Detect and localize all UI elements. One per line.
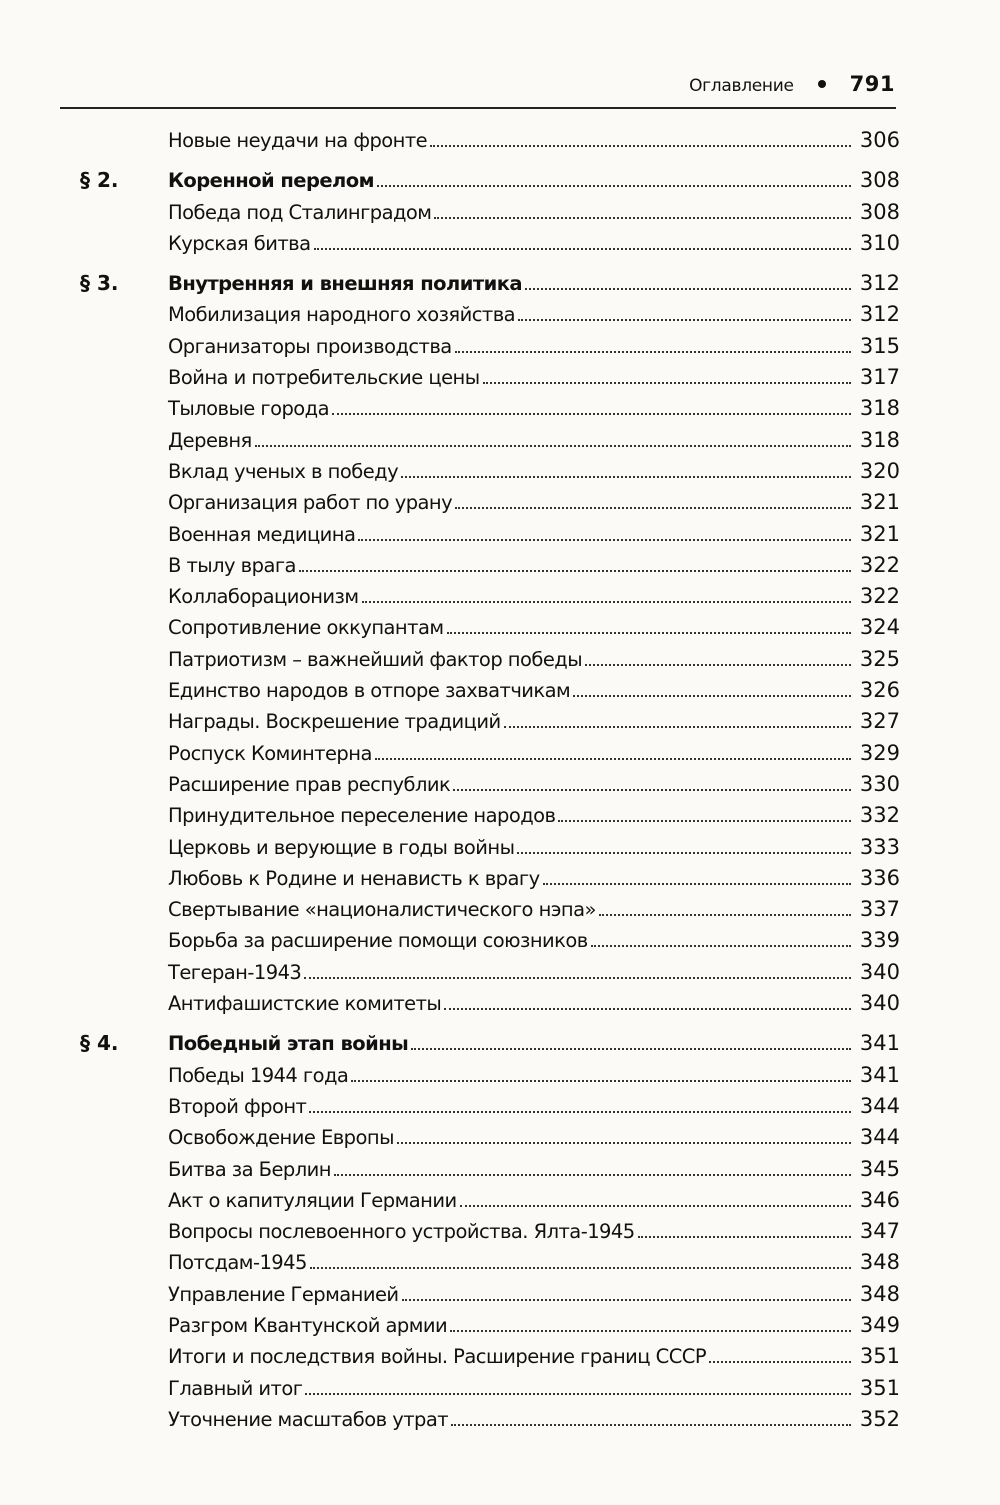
dot-leader [599,914,851,916]
toc-page-number: 340 [859,959,900,984]
dot-leader [558,820,851,822]
toc-page-number: 344 [859,1093,900,1118]
toc-entry[interactable] [80,894,900,925]
toc-entry[interactable] [80,299,900,330]
toc-page-number: 317 [859,365,900,390]
toc-page-number: 322 [859,552,900,577]
toc-entry-title: Новые неудачи на фронте [168,129,428,152]
toc-entry[interactable] [80,1404,900,1435]
toc-entry[interactable] [80,1154,900,1185]
bullet-icon [818,80,826,88]
toc-entry-title: Курская битва [168,231,311,255]
dot-leader [375,758,851,760]
toc-section-number: § 4. [80,1031,119,1056]
toc-entry-title: Управление Германией [168,1282,399,1306]
toc-page-number: 337 [859,897,900,922]
toc-entry[interactable] [80,1279,900,1310]
toc-page-number: 306 [859,128,900,152]
toc-entry[interactable] [80,769,900,800]
toc-entry[interactable] [80,362,900,393]
toc-page-number: 333 [859,834,900,859]
toc-entry-title: Патриотизм – важнейший фактор победы [168,647,583,671]
toc-entry-title: Любовь к Родине и ненависть к врагу [168,866,540,890]
dot-leader [314,248,852,250]
toc-section-entry[interactable] [80,165,900,196]
toc-entry-title: Тегеран-1943 [168,960,302,984]
toc-entry[interactable] [80,1373,900,1404]
toc-entry-title: Единство народов в отпоре захватчикам [168,679,571,703]
toc-page-number: 325 [859,646,900,671]
toc-entry[interactable] [80,1185,900,1216]
toc-page-number: 336 [859,865,900,890]
toc-entry[interactable] [80,456,900,487]
dot-leader [573,695,851,697]
toc-entry-title: Освобождение Европы [168,1126,394,1150]
toc-entry-title: Главный итог [168,1376,303,1400]
toc-page-number: 321 [859,521,900,546]
dot-leader [434,217,851,219]
dot-leader [525,288,851,290]
toc-entry-title: Итоги и последствия войны. Расширение границ СССР [168,1345,707,1369]
running-head-title: Оглавление [689,76,794,96]
toc-entry[interactable] [80,487,900,518]
dot-leader [638,1236,851,1238]
toc-entry[interactable] [80,1091,900,1122]
toc-entry[interactable] [80,644,900,675]
dot-leader [483,382,851,384]
toc-entry[interactable] [80,863,900,894]
toc-section-entry[interactable] [80,1028,900,1059]
toc-page-number: 341 [859,1062,900,1087]
toc-entry-title: Уточнение масштабов утрат [168,1407,449,1431]
toc-page-number: 322 [859,584,900,609]
dot-leader [402,1299,851,1301]
toc-entry-title: Организаторы производства [168,334,452,358]
toc-entry[interactable] [80,800,900,831]
dot-leader [397,1142,851,1144]
toc-entry-title: Борьба за расширение помощи союзников [168,929,588,953]
toc-page-number: 341 [859,1031,900,1056]
toc-page-number: 329 [859,740,900,765]
toc-entry[interactable] [80,1216,900,1247]
toc-entry-title: Награды. Воскрешение традиций [168,710,501,734]
dot-leader [304,977,851,979]
toc-page-number: 308 [859,199,900,224]
toc-entry-title: Роспуск Коминтерна [168,741,372,765]
toc-entry-title: Антифашистские комитеты [168,992,442,1016]
dot-leader [444,1008,851,1010]
toc-page-number: 312 [859,302,900,327]
table-of-contents [80,125,900,1435]
toc-page-number: 347 [859,1219,900,1244]
toc-page-number: 339 [859,928,900,953]
toc-entry[interactable] [80,1060,900,1091]
dot-leader [358,539,851,541]
toc-entry-title: Принудительное переселение народов [168,804,556,828]
dot-leader [450,1330,851,1332]
toc-entry-title: Потсдам-1945 [168,1251,307,1275]
toc-entry[interactable] [80,331,900,362]
toc-entry[interactable] [80,519,900,550]
toc-entry[interactable] [80,550,900,581]
toc-entry-title: Акт о капитуляции Германии [168,1188,457,1212]
toc-entry-title: Организация работ по урану [168,491,453,515]
dot-leader [709,1361,851,1363]
toc-entry-title: Военная медицина [168,522,356,546]
toc-section-number: § 2. [80,168,119,193]
toc-page-number: 330 [859,771,900,796]
toc-entry-title: Церковь и верующие в годы войны [168,835,515,859]
toc-page-number: 352 [859,1406,900,1431]
toc-entry[interactable] [80,393,900,424]
toc-entry-title: Коллаборационизм [168,585,359,609]
dot-leader [377,185,851,187]
dot-leader [362,601,851,603]
toc-entry-title: Победный этап войны [168,1032,409,1056]
toc-page-number: 312 [859,271,900,296]
toc-page-number: 308 [859,168,900,193]
toc-entry-title: Деревня [168,428,252,452]
toc-entry[interactable] [80,425,900,456]
toc-entry-title: Сопротивление оккупантам [168,616,444,640]
toc-entry-title: Битва за Берлин [168,1157,331,1181]
dot-leader [310,1267,851,1269]
toc-page-number: 315 [859,333,900,358]
toc-entry-title: Мобилизация народного хозяйства [168,303,516,327]
toc-section-entry[interactable] [80,268,900,299]
toc-entry-title: Второй фронт [168,1094,307,1118]
dot-leader [447,632,851,634]
toc-entry-title: Вклад ученых в победу [168,459,399,483]
dot-leader [430,145,851,147]
toc-entry-title: Коренной перелом [168,169,375,193]
toc-page-number: 320 [859,458,900,483]
toc-page-number: 332 [859,803,900,828]
toc-entry[interactable] [80,1247,900,1278]
toc-entry-title: Расширение прав республик [168,772,451,796]
toc-entry[interactable] [80,675,900,706]
dot-leader [455,351,851,353]
toc-entry[interactable] [80,612,900,643]
toc-entry-title: Вопросы послевоенного устройства. Ялта-1945 [168,1220,635,1244]
toc-page-number: 344 [859,1125,900,1150]
toc-entry-title: Война и потребительские цены [168,366,480,390]
dot-leader [332,413,851,415]
toc-entry-title: Внутренняя и внешняя политика [168,272,523,296]
toc-entry[interactable] [80,706,900,737]
toc-entry[interactable] [80,581,900,612]
toc-page-number: 351 [859,1344,900,1369]
toc-entry[interactable] [80,925,900,956]
toc-entry[interactable] [80,738,900,769]
toc-entry[interactable] [80,125,900,156]
dot-leader [451,1424,851,1426]
toc-page-number: 324 [859,615,900,640]
dot-leader [255,445,851,447]
dot-leader [460,1205,851,1207]
toc-page-number: 327 [859,709,900,734]
toc-page-number: 310 [859,230,900,255]
toc-page-number: 351 [859,1375,900,1400]
dot-leader [309,1111,851,1113]
dot-leader [543,883,851,885]
toc-page-number: 318 [859,396,900,421]
dot-leader [305,1393,851,1395]
toc-page-number: 348 [859,1281,900,1306]
dot-leader [351,1080,851,1082]
page-number: 791 [849,72,895,96]
dot-leader [518,319,851,321]
toc-entry[interactable] [80,1341,900,1372]
toc-page-number: 326 [859,678,900,703]
header-rule [60,107,896,109]
toc-entry[interactable] [80,228,900,259]
dot-leader [517,852,851,854]
toc-entry-title: Разгром Квантунской армии [168,1313,448,1337]
toc-page-number: 318 [859,427,900,452]
dot-leader [299,570,851,572]
dot-leader [453,789,851,791]
toc-page-number: 345 [859,1156,900,1181]
dot-leader [411,1048,851,1050]
toc-entry[interactable] [80,197,900,228]
toc-entry[interactable] [80,1310,900,1341]
dot-leader [401,476,851,478]
dot-leader [585,664,851,666]
toc-section-number: § 3. [80,271,119,296]
dot-leader [455,507,851,509]
toc-entry[interactable] [80,832,900,863]
toc-entry-title: В тылу врага [168,553,296,577]
toc-entry-title: Победа под Сталинградом [168,200,432,224]
toc-page-number: 321 [859,490,900,515]
toc-entry-title: Тыловые города [168,397,330,421]
toc-entry-title: Победы 1944 года [168,1063,349,1087]
dot-leader [334,1174,851,1176]
toc-entry[interactable] [80,957,900,988]
dot-leader [591,945,851,947]
toc-page-number: 346 [859,1187,900,1212]
toc-entry[interactable] [80,988,900,1019]
toc-page-number: 340 [859,991,900,1016]
dot-leader [504,726,851,728]
toc-page-number: 348 [859,1250,900,1275]
toc-entry-title: Свертывание «националистического нэпа» [168,898,596,922]
running-head [689,72,895,96]
toc-entry[interactable] [80,1122,900,1153]
toc-page-number: 349 [859,1312,900,1337]
